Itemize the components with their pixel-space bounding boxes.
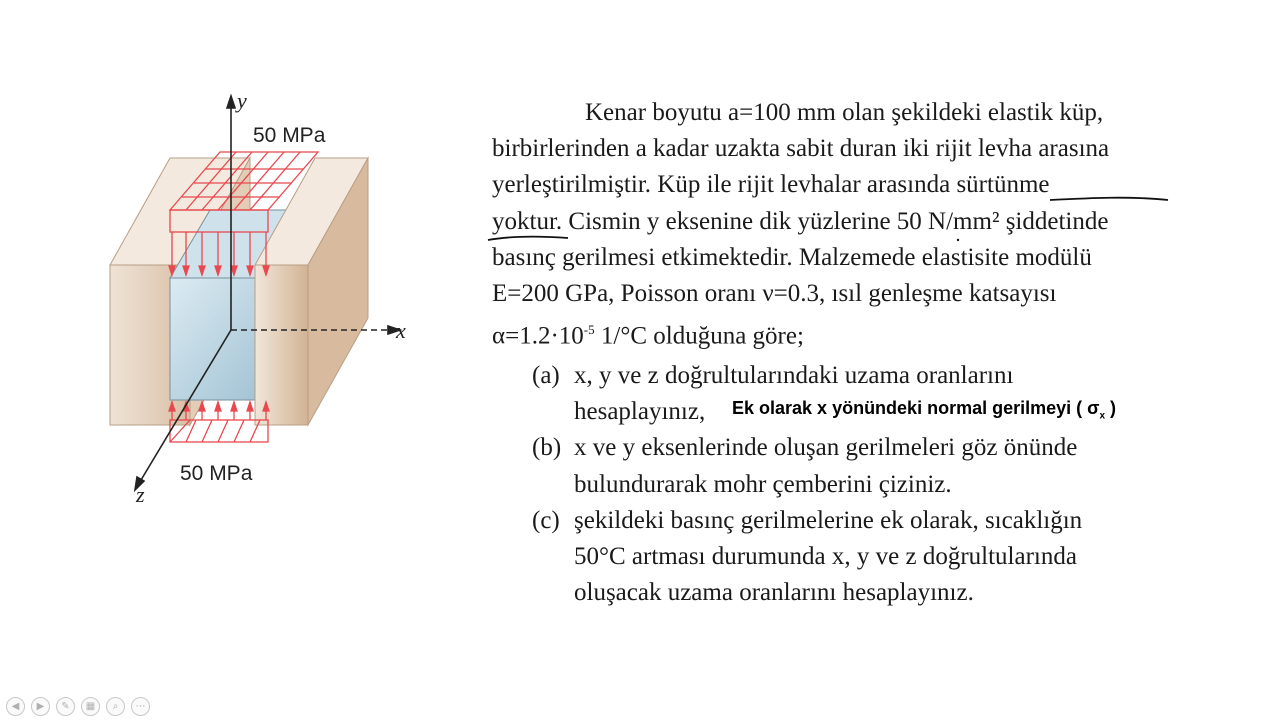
right-rigid-plate bbox=[255, 158, 368, 425]
problem-line-7-text: 1/°C olduğuna göre; bbox=[594, 322, 804, 350]
problem-line-6: E=200 GPa, Poisson oranı ν=0.3, ısıl genleşme katsayısı bbox=[492, 280, 1057, 308]
question-item-b bbox=[532, 430, 1172, 502]
note-close: ) bbox=[1105, 398, 1116, 418]
question-text: hesaplayınız, bbox=[574, 398, 706, 426]
underlined-word-surtunme: sürtünme bbox=[956, 171, 1050, 199]
more-icon[interactable]: ⋯ bbox=[131, 697, 150, 716]
pen-icon[interactable]: ✎ bbox=[56, 697, 75, 716]
problem-line-1: Kenar boyutu a=100 mm olan şekildeki elastik küp, bbox=[585, 99, 1104, 126]
problem-line-3-text: yerleştirilmiştir. Küp ile rijit levhalar arasında bbox=[492, 171, 957, 199]
question-text: x, y ve z doğrultularındaki uzama oranlarını bbox=[574, 362, 1014, 389]
question-text: bulundurarak mohr çemberini çiziniz. bbox=[574, 470, 952, 498]
question-text: 50°C artması durumunda x, y ve z doğrultularında bbox=[574, 543, 1077, 571]
cube-figure bbox=[100, 90, 430, 510]
question-text: oluşacak uzama oranlarını hesaplayınız. bbox=[574, 579, 974, 607]
problem-line-3 bbox=[492, 167, 1157, 203]
slideshow-toolbar bbox=[6, 697, 150, 716]
problem-line-7 bbox=[492, 312, 1157, 355]
question-items bbox=[532, 358, 1172, 611]
problem-line-5: basınç gerilmesi etkimektedir. Malzemede elastisite modülü bbox=[492, 243, 1092, 271]
axis-label-x: x bbox=[396, 318, 406, 343]
next-icon[interactable]: ▶ bbox=[31, 697, 50, 716]
load-label-top: 50 MPa bbox=[253, 124, 326, 147]
previous-icon[interactable]: ◀ bbox=[6, 697, 25, 716]
zoom-icon[interactable]: ⌕ bbox=[106, 697, 125, 716]
problem-line-2: birbirlerinden a kadar uzakta sabit duran iki rijit levha arasına bbox=[492, 135, 1110, 163]
added-note bbox=[732, 398, 1116, 422]
question-item-c bbox=[532, 503, 1172, 612]
underlined-word-yoktur: yoktur. bbox=[492, 207, 563, 235]
problem-line-4-text: Cismin y eksenine dik yüzlerine 50 N/mm² şiddetinde bbox=[562, 207, 1109, 235]
axis-label-y: y bbox=[237, 90, 247, 113]
alpha-exponent: -5 bbox=[583, 322, 595, 338]
question-label: (b) bbox=[532, 434, 562, 462]
load-label-bottom: 50 MPa bbox=[180, 462, 253, 485]
note-subscript: x bbox=[1099, 410, 1105, 422]
slides-icon[interactable]: ▦ bbox=[81, 697, 100, 716]
axis-label-z: z bbox=[136, 482, 145, 507]
question-label: (a) bbox=[532, 362, 560, 389]
problem-statement bbox=[492, 95, 1157, 355]
question-label: (c) bbox=[532, 506, 560, 534]
question-text: x ve y eksenlerinde oluşan gerilmeleri göz önünde bbox=[574, 434, 1078, 462]
note-text: Ek olarak x yönündeki normal gerilmeyi ( σ bbox=[732, 398, 1100, 418]
alpha-value: α=1.2·10 bbox=[492, 322, 584, 350]
problem-line-4 bbox=[492, 204, 1157, 240]
question-text: şekildeki basınç gerilmelerine ek olarak, sıcaklığın bbox=[574, 506, 1083, 534]
